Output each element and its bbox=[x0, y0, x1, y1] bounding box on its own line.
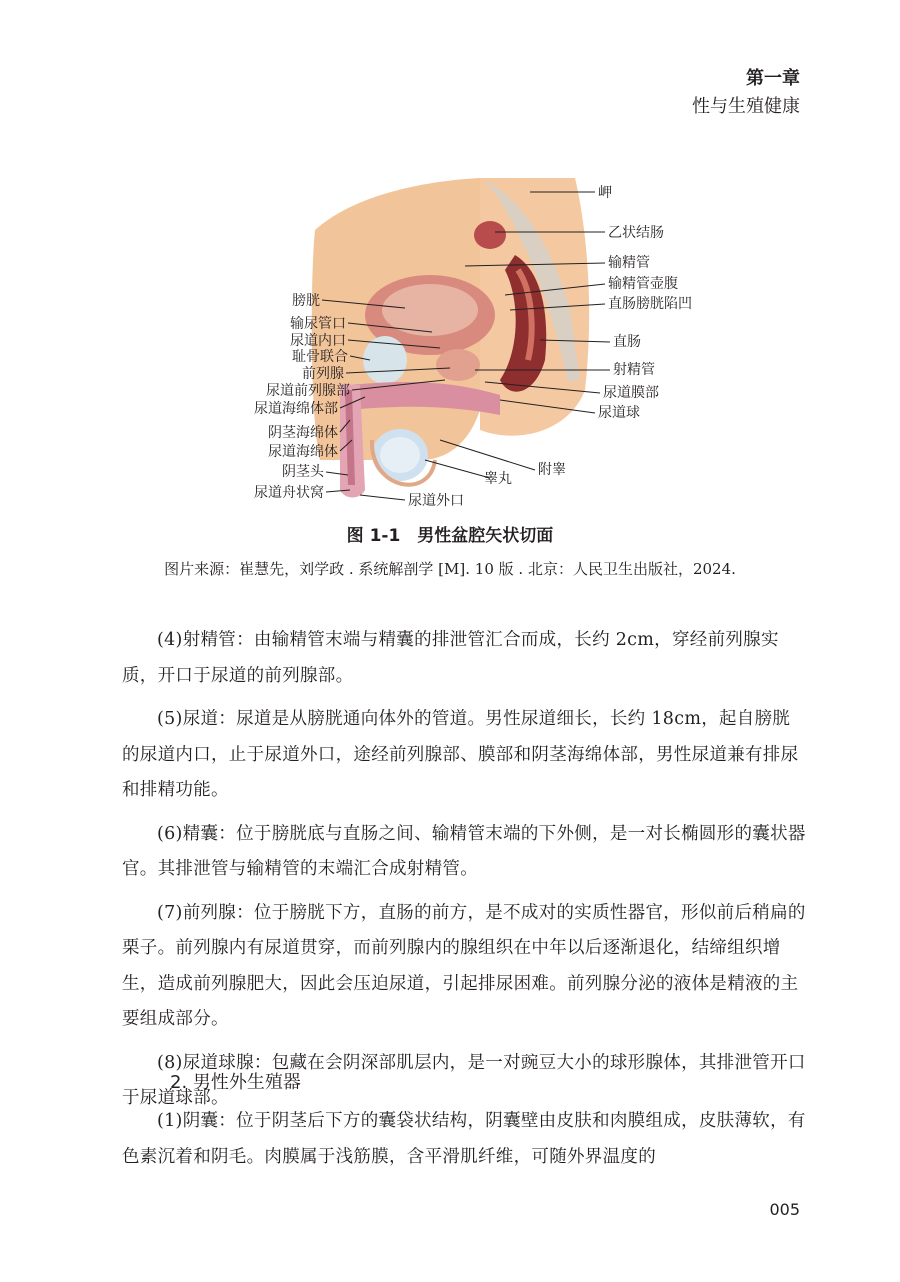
paragraph-seminal-vesicle: (6)精囊：位于膀胱底与直肠之间、输精管末端的下外侧，是一对长椭圆形的囊状器官。其排泄管与输精管的末端汇合成射精管。 bbox=[122, 823, 806, 879]
label-ureter-orifice: 输尿管口 bbox=[290, 316, 346, 332]
prostate-shape bbox=[436, 349, 480, 381]
label-testis: 睾丸 bbox=[484, 471, 512, 487]
label-prostatic-urethra: 尿道前列腺部 bbox=[266, 383, 350, 399]
body-text-block bbox=[122, 623, 806, 1117]
label-rectum: 直肠 bbox=[613, 334, 641, 350]
page-number: 005 bbox=[769, 1200, 800, 1219]
chapter-title: 性与生殖健康 bbox=[692, 96, 800, 117]
label-epididymis: 附睾 bbox=[538, 462, 566, 478]
paragraph-ejaculatory-duct: (4)射精管：由输精管末端与精囊的排泄管汇合而成，长约 2cm，穿经前列腺实质，开口于尿道的前列腺部。 bbox=[122, 630, 779, 686]
label-rectovesical-pouch: 直肠膀胱陷凹 bbox=[608, 296, 692, 312]
figure-caption: 图 1-1 男性盆腔矢状切面 bbox=[346, 526, 554, 546]
label-sigmoid-colon: 乙状结肠 bbox=[608, 225, 664, 241]
figure-source: 图片来源：崔慧先，刘学政 . 系统解剖学 [M]. 10 版 . 北京：人民卫生出版社，2024. bbox=[164, 560, 736, 578]
label-corpus-cavernosum: 阴茎海绵体 bbox=[268, 425, 338, 441]
label-glans: 阴茎头 bbox=[282, 464, 324, 480]
label-prostate: 前列腺 bbox=[302, 366, 344, 382]
label-ampulla: 输精管壶腹 bbox=[608, 276, 678, 292]
label-urethral-bulb: 尿道球 bbox=[598, 405, 640, 421]
label-membranous-urethra: 尿道膜部 bbox=[603, 385, 659, 401]
label-pubic-symphysis: 耻骨联合 bbox=[292, 349, 348, 365]
body-text-block-2 bbox=[122, 1104, 806, 1175]
labels-left bbox=[254, 293, 350, 501]
label-corpus-spongiosum: 尿道海绵体 bbox=[268, 444, 338, 460]
label-vas-deferens: 输精管 bbox=[608, 255, 650, 271]
label-bladder: 膀胱 bbox=[292, 293, 320, 309]
chapter-label: 第一章 bbox=[746, 68, 800, 89]
label-spongy-urethra: 尿道海绵体部 bbox=[254, 401, 338, 417]
section-heading: 2. 男性外生殖器 bbox=[170, 1072, 301, 1093]
paragraph-bulbourethral-gland: (8)尿道球腺：包藏在会阴深部肌层内，是一对豌豆大小的球形腺体，其排泄管开口于尿道球部。 bbox=[122, 1052, 806, 1108]
paragraph-prostate: (7)前列腺：位于膀胱下方，直肠的前方，是不成对的实质性器官，形似前后稍扁的栗子。前列腺内有尿道贯穿，而前列腺内的腺组织在中年以后逐渐退化，结缔组织增生，造成前列腺肥大，因此会压迫尿道，引起排尿困难。前列腺分泌的液体是精液的主要组成部分。 bbox=[122, 902, 806, 1029]
label-internal-urethral-orifice: 尿道内口 bbox=[290, 333, 346, 349]
paragraph-urethra: (5)尿道：尿道是从膀胱通向体外的管道。男性尿道细长，长约 18cm，起自膀胱的尿道内口，止于尿道外口，途经前列腺部、膜部和阴茎海绵体部，男性尿道兼有排尿和排精功能。 bbox=[122, 709, 799, 800]
paragraph-scrotum: (1)阴囊：位于阴茎后下方的囊袋状结构，阴囊壁由皮肤和肉膜组成，皮肤薄软，有色素沉着和阴毛。肉膜属于浅筋膜，含平滑肌纤维，可随外界温度的 bbox=[122, 1111, 806, 1167]
label-promontory: 岬 bbox=[598, 185, 612, 201]
sigmoid-colon-shape bbox=[474, 221, 506, 249]
label-external-urethral-orifice: 尿道外口 bbox=[408, 493, 464, 509]
pelvis-sagittal-illustration bbox=[200, 160, 692, 520]
label-navicular-fossa: 尿道舟状窝 bbox=[254, 485, 324, 501]
label-ejaculatory-duct: 射精管 bbox=[613, 362, 655, 378]
